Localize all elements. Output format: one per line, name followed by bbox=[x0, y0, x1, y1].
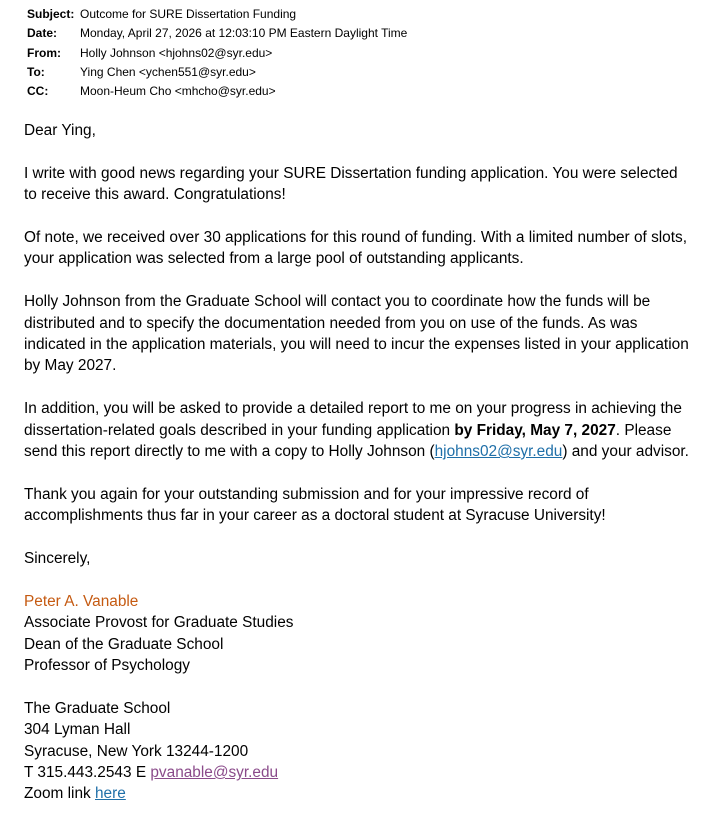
paragraph-good-news: I write with good news regarding your SURE Dissertation funding application. You were selected to receive this award. Congratulations! bbox=[24, 164, 678, 204]
signature-title-provost: Associate Provost for Graduate Studies bbox=[24, 614, 294, 632]
holly-email-link[interactable]: hjohns02@syr.edu bbox=[434, 443, 563, 461]
from-label: From: bbox=[27, 45, 61, 60]
address-line-2: Syracuse, New York 13244-1200 bbox=[24, 742, 249, 760]
paragraph-report bbox=[24, 398, 694, 462]
subject-label: Subject: bbox=[27, 7, 75, 21]
address-block bbox=[24, 698, 694, 805]
paragraph-funds: Holly Johnson from the Graduate School will contact you to coordinate how the funds will be distributed and to specify the documentation needed from you on use of the funds. As was indicated in the application materials, you will need to incur the expenses listed in your application by May 2027. bbox=[24, 293, 689, 375]
subject-row bbox=[27, 5, 407, 24]
email-body bbox=[24, 120, 694, 826]
cc-label: CC: bbox=[27, 84, 49, 99]
from-row bbox=[27, 44, 407, 63]
paragraph-applications: Of note, we received over 30 applications for this round of funding. With a limited number of slots, your application was selected from a large pool of outstanding applicants. bbox=[24, 229, 687, 268]
from-value: Holly Johnson <hjohns02@syr.edu> bbox=[80, 45, 273, 60]
signature-name: Peter A. Vanable bbox=[24, 592, 139, 610]
org-name: The Graduate School bbox=[24, 699, 171, 717]
address-line-1: 304 Lyman Hall bbox=[24, 721, 131, 739]
phone-text: T 315.443.2543 E bbox=[24, 764, 151, 782]
report-deadline: by Friday, May 7, 2027 bbox=[454, 421, 616, 439]
vanable-email-link[interactable]: pvanable@syr.edu bbox=[150, 764, 279, 782]
signature-block bbox=[24, 591, 694, 677]
cc-row bbox=[27, 82, 407, 101]
closing: Sincerely, bbox=[24, 550, 91, 568]
date-value: Monday, April 27, 2026 at 12:03:10 PM Eastern Daylight Time bbox=[80, 26, 408, 41]
date-row bbox=[27, 24, 407, 43]
email-header bbox=[27, 5, 407, 101]
to-label: To: bbox=[27, 64, 45, 79]
signature-title-dean: Dean of the Graduate School bbox=[24, 635, 224, 653]
report-text-end: ) and your advisor. bbox=[562, 443, 689, 461]
report-text-mid: . Please send this report directly to me with a copy to Holly Johnson ( bbox=[24, 421, 672, 461]
to-row bbox=[27, 63, 407, 82]
zoom-link[interactable]: here bbox=[95, 785, 126, 803]
date-label: Date: bbox=[27, 26, 58, 41]
cc-value: Moon-Heum Cho <mhcho@syr.edu> bbox=[80, 84, 276, 99]
subject-value: Outcome for SURE Dissertation Funding bbox=[80, 7, 297, 21]
paragraph-thanks: Thank you again for your outstanding submission and for your impressive record of accomplishments thus far in your career as a doctoral student at Syracuse University! bbox=[24, 485, 606, 525]
zoom-prefix: Zoom link bbox=[24, 785, 95, 803]
greeting: Dear Ying, bbox=[24, 122, 96, 139]
to-value: Ying Chen <ychen551@syr.edu> bbox=[80, 64, 256, 79]
report-text-start: In addition, you will be asked to provide a detailed report to me on your progress in achieving the dissertation-related goals described in your funding application bbox=[24, 400, 682, 439]
signature-title-professor: Professor of Psychology bbox=[24, 657, 190, 675]
